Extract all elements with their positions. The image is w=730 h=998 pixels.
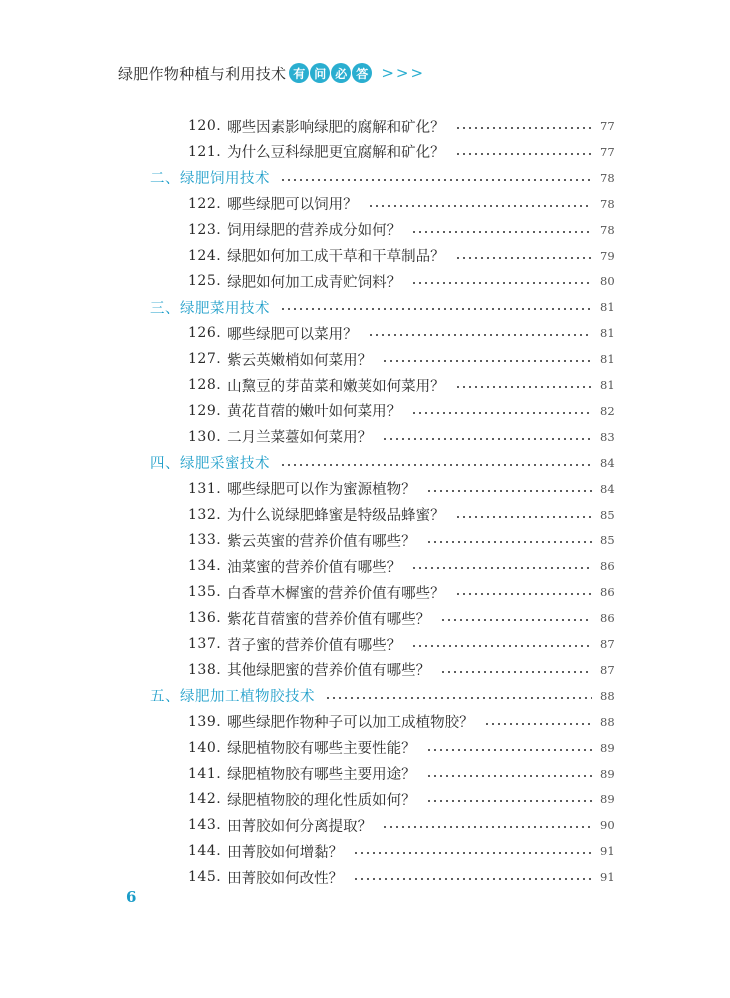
item-number: 134. <box>188 558 222 575</box>
item-question: 油菜蜜的营养价值有哪些？ <box>227 559 402 576</box>
page-ref: 86 <box>600 559 615 574</box>
page-ref: 90 <box>600 818 615 833</box>
toc-item-row <box>188 268 614 294</box>
dot-leader <box>484 723 592 725</box>
item-question: 绿肥植物胶有哪些主要用途？ <box>227 767 416 783</box>
dot-leader <box>382 826 592 828</box>
page-ref: 87 <box>600 662 615 677</box>
item-question: 苕子蜜的营养价值有哪些？ <box>227 637 402 654</box>
item-number: 132. <box>188 506 222 523</box>
badge-char: 有 <box>289 63 309 83</box>
toc-item-row <box>188 217 614 243</box>
item-number: 136. <box>188 610 222 627</box>
toc-item-row <box>188 812 614 838</box>
page-ref: 78 <box>600 196 615 211</box>
item-question: 白香草木樨蜜的营养价值有哪些？ <box>227 585 445 602</box>
item-question: 山黧豆的芽苗菜和嫩荚如何菜用？ <box>227 378 445 395</box>
page-ref: 81 <box>600 352 615 367</box>
page-ref: 85 <box>600 507 615 522</box>
page-ref: 77 <box>600 144 615 159</box>
item-question: 为什么豆科绿肥更宜腐解和矿化？ <box>227 145 445 162</box>
toc-item-row <box>188 476 614 502</box>
page-ref: 81 <box>600 300 615 315</box>
dot-leader <box>455 516 592 518</box>
dot-leader <box>426 490 592 492</box>
item-number: 135. <box>188 584 222 601</box>
item-number: 127. <box>188 351 222 368</box>
item-question: 田菁胶如何改性？ <box>227 870 344 887</box>
item-number: 130. <box>188 428 222 445</box>
item-number: 129. <box>188 402 222 419</box>
item-question: 田菁胶如何分离提取？ <box>227 818 373 835</box>
item-question: 哪些绿肥可以菜用？ <box>227 326 358 343</box>
page-ref: 77 <box>600 119 615 133</box>
page-ref: 84 <box>600 481 615 496</box>
section-title: 三、绿肥菜用技术 <box>150 300 270 317</box>
page-ref: 84 <box>600 455 615 470</box>
item-number: 121. <box>188 143 222 160</box>
toc-item-row <box>188 838 614 864</box>
item-question: 其他绿肥蜜的营养价值有哪些？ <box>227 663 431 680</box>
toc-item-row <box>188 320 614 346</box>
dot-leader <box>455 593 592 595</box>
dot-leader <box>411 282 592 284</box>
dot-leader <box>411 567 592 569</box>
item-number: 142. <box>188 791 222 808</box>
dot-leader <box>411 231 592 233</box>
page-ref: 89 <box>600 766 615 781</box>
dot-leader <box>325 697 592 699</box>
item-question: 绿肥植物胶有哪些主要性能？ <box>227 741 416 758</box>
item-number: 126. <box>188 325 222 342</box>
badge-char: 必 <box>331 63 351 83</box>
toc-item-row <box>188 398 614 424</box>
dot-leader <box>280 308 592 310</box>
dot-leader <box>353 852 592 854</box>
dot-leader <box>280 179 592 181</box>
toc-item-row <box>188 191 614 217</box>
dot-leader <box>455 127 592 129</box>
item-number: 120. <box>188 118 222 134</box>
toc-item-row <box>188 243 614 269</box>
page-ref: 80 <box>600 274 615 289</box>
page-ref: 85 <box>600 533 615 548</box>
dot-leader <box>368 334 592 336</box>
chevrons-icon: >>> <box>381 64 426 82</box>
page-ref: 88 <box>600 714 615 729</box>
page-ref: 81 <box>600 378 615 392</box>
page-ref: 82 <box>600 403 615 418</box>
dot-leader <box>455 153 592 155</box>
toc-item-row <box>188 139 614 165</box>
dot-leader <box>440 671 592 673</box>
section-title: 二、绿肥饲用技术 <box>150 171 270 188</box>
item-question: 哪些因素影响绿肥的腐解和矿化？ <box>227 119 445 136</box>
page-ref: 79 <box>600 248 615 263</box>
toc-item-row <box>188 864 614 890</box>
item-number: 140. <box>188 739 222 756</box>
dot-leader <box>455 257 592 259</box>
page-ref: 83 <box>600 429 615 444</box>
book-title: 绿肥作物种植与利用技术 <box>118 64 287 83</box>
badge-char: 答 <box>352 63 372 83</box>
dot-leader <box>426 749 592 751</box>
item-question: 紫花苜蓿蜜的营养价值有哪些？ <box>227 611 431 628</box>
toc-item-row <box>188 346 614 372</box>
page-ref: 78 <box>600 222 615 237</box>
item-number: 145. <box>188 869 222 886</box>
toc-item-row <box>188 424 614 450</box>
item-number: 122. <box>188 195 222 212</box>
dot-leader <box>382 360 592 362</box>
toc-section-row <box>150 683 614 709</box>
item-number: 143. <box>188 817 222 834</box>
page-ref: 89 <box>600 740 615 755</box>
toc-item-row <box>188 502 614 528</box>
page-ref: 88 <box>600 688 615 703</box>
toc-item-row <box>188 657 614 683</box>
page-ref: 81 <box>600 326 615 341</box>
item-question: 为什么说绿肥蜂蜜是特级品蜂蜜？ <box>227 508 445 524</box>
item-question: 哪些绿肥可以作为蜜源植物？ <box>227 482 416 499</box>
toc-item-row <box>188 579 614 605</box>
toc-item-row <box>188 631 614 657</box>
dot-leader <box>426 800 592 802</box>
item-question: 黄花苜蓿的嫩叶如何菜用？ <box>227 404 402 421</box>
item-number: 139. <box>188 713 222 730</box>
item-number: 141. <box>188 765 222 782</box>
toc-item-row <box>188 113 614 139</box>
dot-leader <box>382 438 592 440</box>
item-number: 133. <box>188 532 222 549</box>
item-number: 138. <box>188 661 222 678</box>
item-number: 128. <box>188 377 222 393</box>
item-number: 137. <box>188 636 222 652</box>
item-question: 紫云英蜜的营养价值有哪些？ <box>227 533 416 550</box>
page-ref: 89 <box>600 792 615 807</box>
running-header <box>118 60 425 86</box>
dot-leader <box>426 775 592 777</box>
dot-leader <box>440 619 592 621</box>
page-ref: 87 <box>600 637 615 651</box>
toc-item-row <box>188 709 614 735</box>
dot-leader <box>353 878 592 880</box>
item-question: 哪些绿肥作物种子可以加工成植物胶？ <box>227 715 474 732</box>
item-number: 131. <box>188 480 222 497</box>
section-title: 五、绿肥加工植物胶技术 <box>150 689 315 706</box>
item-number: 123. <box>188 221 222 238</box>
page-ref: 91 <box>600 870 615 885</box>
toc-item-row <box>188 761 614 787</box>
dot-leader <box>426 541 592 543</box>
item-question: 哪些绿肥可以饲用？ <box>227 197 358 214</box>
page-ref: 91 <box>600 844 615 859</box>
page-number: 6 <box>126 888 137 906</box>
dot-leader <box>280 464 592 466</box>
item-question: 紫云英嫩梢如何菜用？ <box>227 352 373 369</box>
item-question: 绿肥如何加工成干草和干草制品？ <box>227 249 445 265</box>
item-question: 饲用绿肥的营养成分如何？ <box>227 223 402 240</box>
toc-item-row <box>188 527 614 553</box>
item-question: 绿肥植物胶的理化性质如何？ <box>227 792 416 809</box>
page-ref: 86 <box>600 611 615 626</box>
item-number: 124. <box>188 247 222 264</box>
dot-leader <box>411 645 592 647</box>
dot-leader <box>455 386 592 388</box>
toc-section-row <box>150 165 614 191</box>
toc-section-row <box>150 450 614 476</box>
item-question: 二月兰菜薹如何菜用？ <box>227 430 373 447</box>
dot-leader <box>368 205 592 207</box>
series-badges <box>289 63 373 83</box>
section-title: 四、绿肥采蜜技术 <box>150 456 270 473</box>
toc-item-row <box>188 372 614 398</box>
toc-section-row <box>150 294 614 320</box>
toc-item-row <box>188 553 614 579</box>
toc-item-row <box>188 605 614 631</box>
item-number: 144. <box>188 843 222 860</box>
page-ref: 78 <box>600 170 615 185</box>
dot-leader <box>411 412 592 414</box>
item-number: 125. <box>188 273 222 290</box>
toc-item-row <box>188 786 614 812</box>
badge-char: 问 <box>310 63 330 83</box>
item-question: 绿肥如何加工成青贮饲料？ <box>227 274 402 291</box>
toc-item-row <box>188 735 614 761</box>
page-ref: 86 <box>600 585 615 600</box>
item-question: 田菁胶如何增黏？ <box>227 844 344 861</box>
